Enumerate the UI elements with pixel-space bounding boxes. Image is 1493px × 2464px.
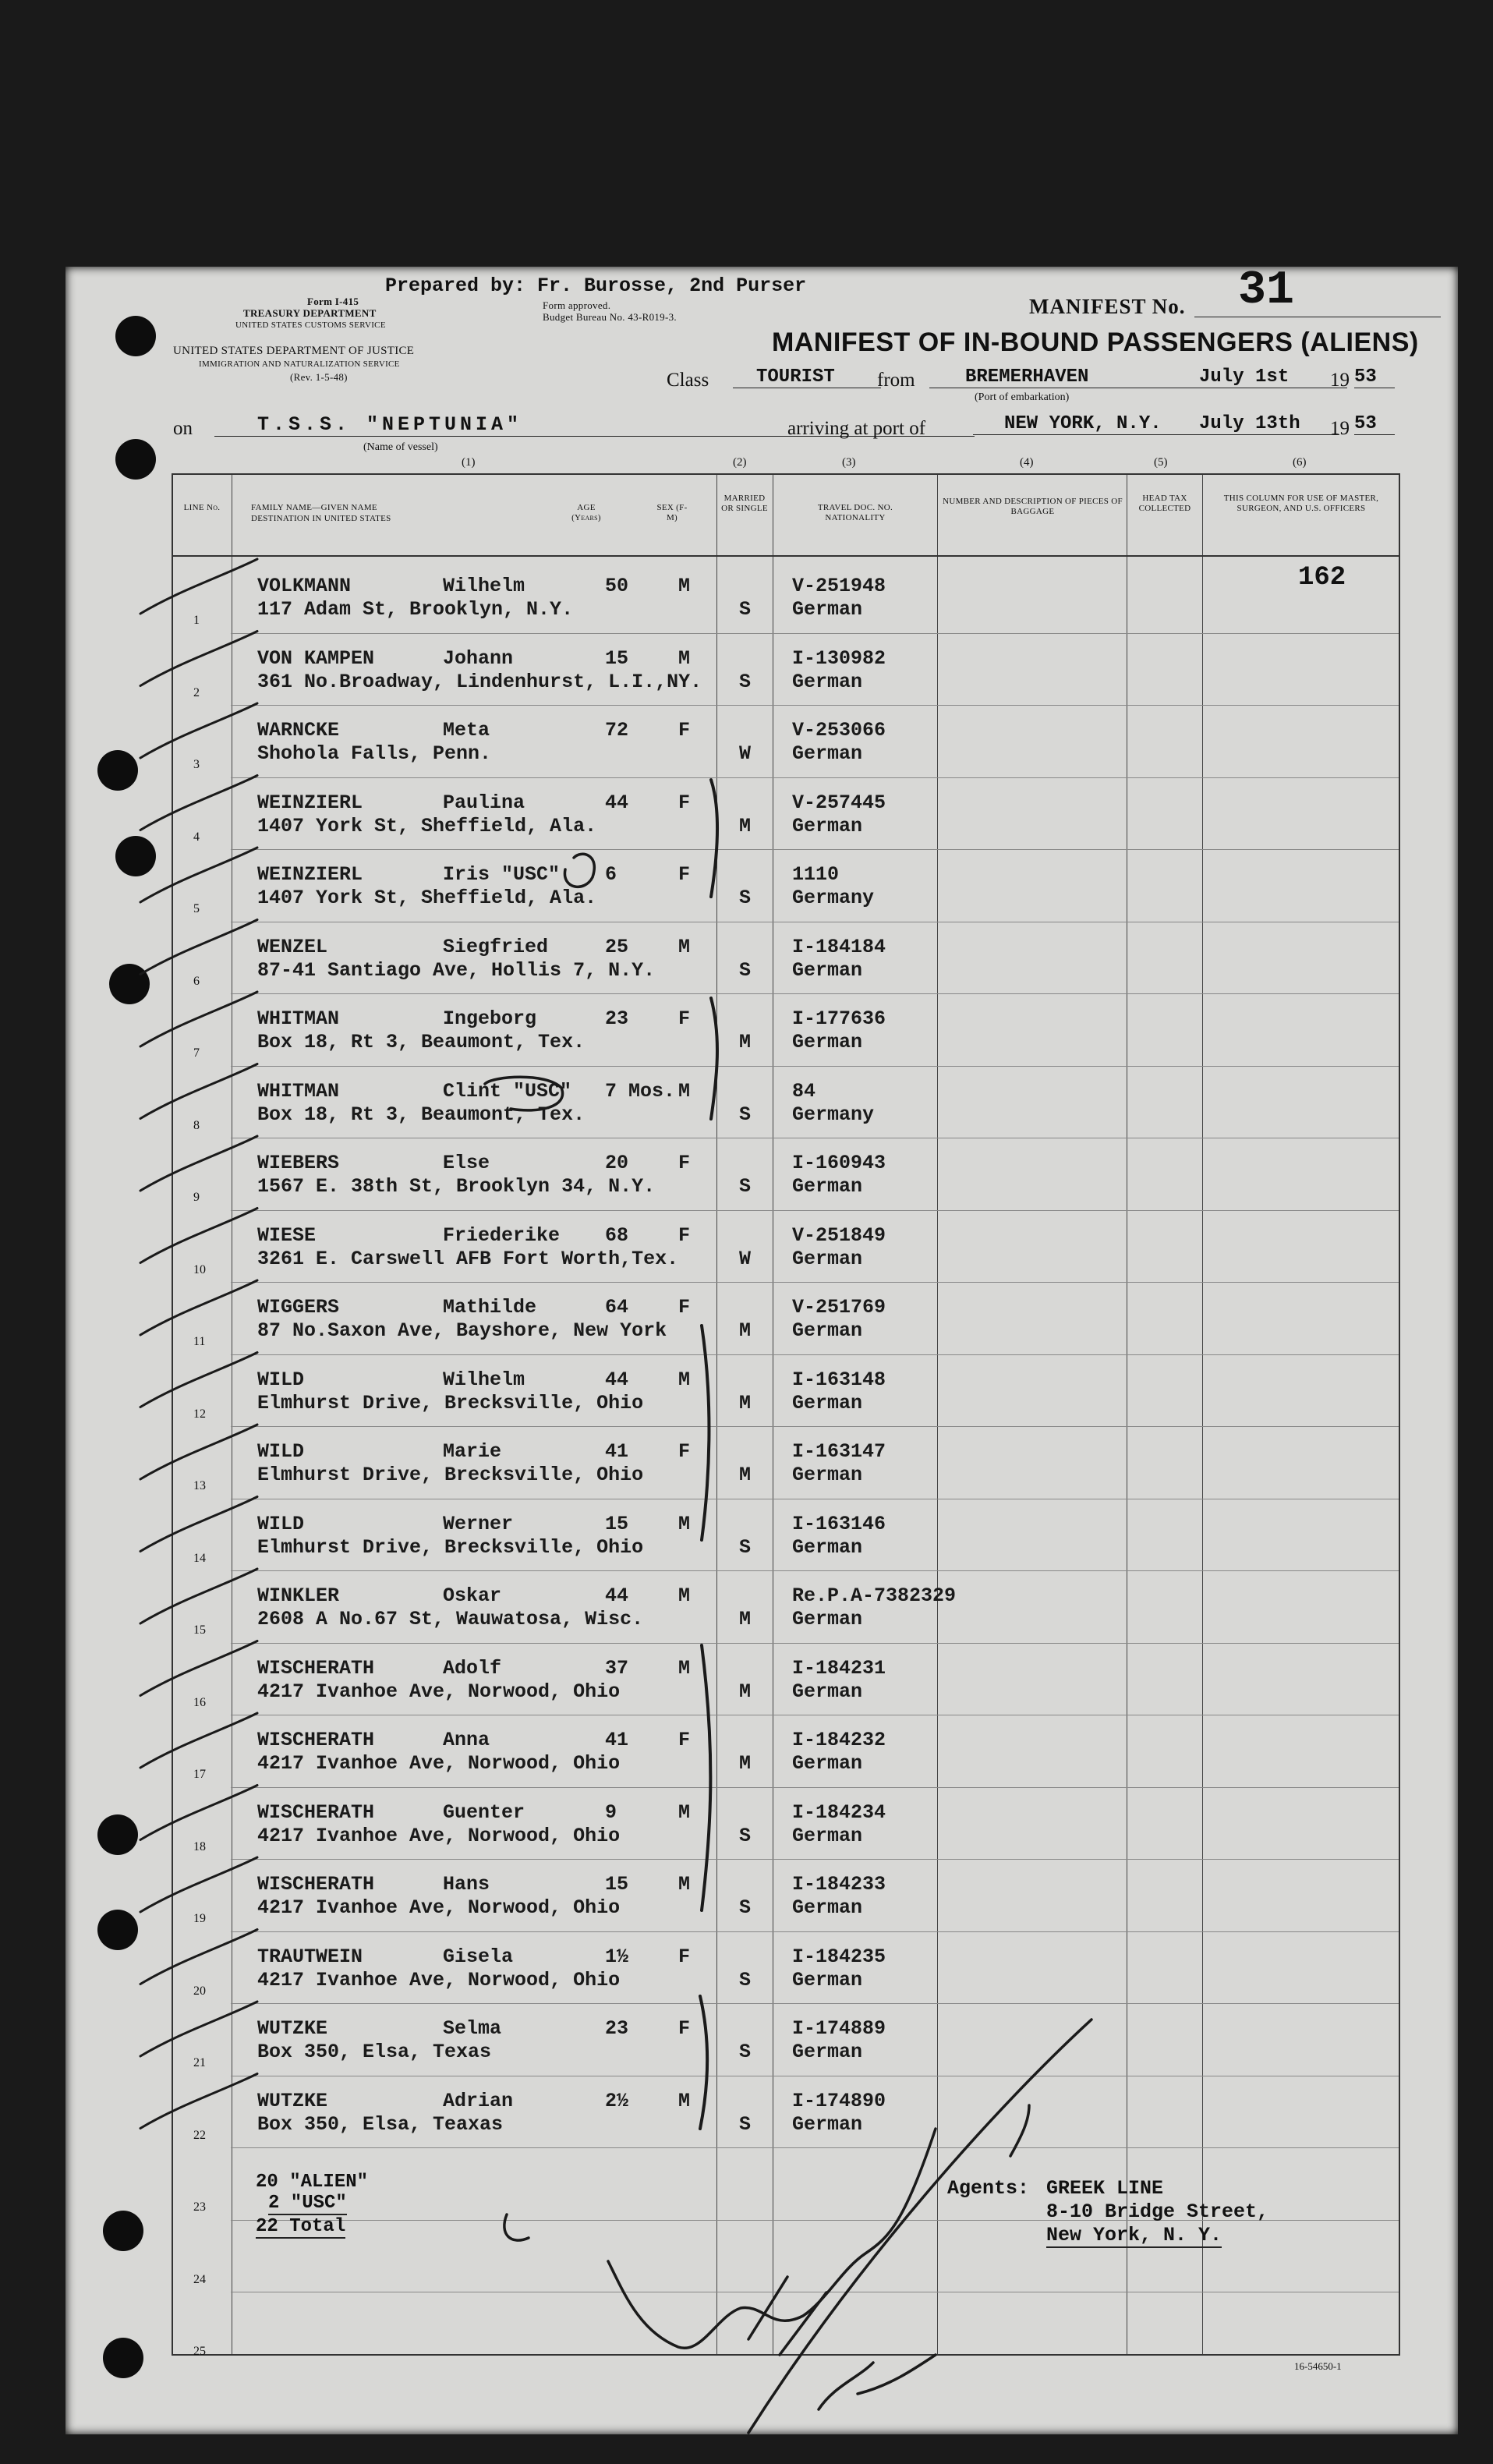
passenger-given-name: Gisela: [443, 1945, 514, 1968]
passenger-address: 3261 E. Carswell AFB Fort Worth,Tex.: [257, 1247, 679, 1270]
vessel-caption: (Name of vessel): [363, 441, 438, 453]
arrival-date: July 13th: [1177, 413, 1339, 435]
passenger-marital-status: M: [739, 1464, 752, 1486]
line-number: 25: [193, 2345, 206, 2358]
total-alien: 20 "ALIEN": [256, 2172, 369, 2193]
row-divider: [231, 1643, 1399, 1644]
passenger-family-name: WIESE: [257, 1223, 317, 1247]
passenger-given-name: Hans: [443, 1873, 490, 1896]
passenger-marital-status: S: [739, 2041, 752, 2063]
arrival-year-prefix: 19: [1330, 418, 1350, 439]
passenger-sex: M: [678, 1512, 691, 1535]
passenger-marital-status: S: [739, 598, 752, 621]
passenger-address: 87 No.Saxon Ave, Bayshore, New York: [257, 1319, 667, 1342]
passenger-given-name: Selma: [443, 2017, 502, 2040]
passenger-address: 4217 Ivanhoe Ave, Norwood, Ohio: [257, 1752, 621, 1775]
passenger-address: 4217 Ivanhoe Ave, Norwood, Ohio: [257, 1824, 621, 1847]
col-num-4: (4): [1020, 456, 1034, 469]
passenger-sex: M: [678, 1656, 691, 1680]
passenger-sex: M: [678, 1800, 691, 1824]
col-header-head-tax: HEAD TAX COLLECTED: [1138, 494, 1191, 513]
passenger-given-name: Friederike: [443, 1223, 561, 1247]
arrival-port: NEW YORK, N.Y.: [973, 413, 1191, 435]
passenger-family-name: WILD: [257, 1368, 305, 1391]
col-header-sex: SEX (F-M): [656, 503, 688, 522]
passenger-age: 72: [605, 719, 629, 742]
passenger-age: 64: [605, 1296, 629, 1319]
line-number: 21: [193, 2056, 206, 2069]
passenger-family-name: WISCHERATH: [257, 1656, 375, 1680]
passenger-given-name: Wilhelm: [443, 575, 525, 597]
passenger-marital-status: S: [739, 1535, 752, 1559]
line-number: 18: [193, 1839, 206, 1853]
passenger-marital-status: W: [739, 742, 752, 765]
passenger-address: 1567 E. 38th St, Brooklyn 34, N.Y.: [257, 1175, 656, 1198]
passenger-family-name: WHITMAN: [257, 1007, 340, 1030]
treasury-label: TREASURY DEPARTMENT: [243, 307, 377, 319]
prepared-by: Prepared by: Fr. Burosse, 2nd Purser: [385, 274, 807, 297]
passenger-travel-doc: V-251849: [792, 1223, 886, 1247]
passenger-address: Box 18, Rt 3, Beaumont, Tex.: [257, 1103, 586, 1126]
passenger-given-name: Iris "USC": [443, 863, 561, 886]
col-num-1: (1): [462, 456, 476, 469]
passenger-address: 1407 York St, Sheffield, Ala.: [257, 887, 597, 909]
passenger-address: Elmhurst Drive, Brecksville, Ohio: [257, 1391, 644, 1414]
agents-label: Agents:: [947, 2177, 1030, 2200]
passenger-nationality: German: [792, 1175, 863, 1198]
arrival-year: 53: [1354, 413, 1395, 435]
form-code: 16-54650-1: [1294, 2360, 1342, 2372]
passenger-nationality: German: [792, 1608, 863, 1630]
col-header-officers: THIS COLUMN FOR USE OF MASTER, SURGEON, AND U.S. OFFICERS: [1223, 494, 1379, 513]
passenger-travel-doc: I-174889: [792, 2017, 886, 2040]
passenger-nationality: German: [792, 598, 863, 621]
manifest-number: 31: [1194, 265, 1441, 317]
punch-hole: [97, 1814, 138, 1855]
punch-hole: [97, 1910, 138, 1950]
col-header-married: MARRIED OR SINGLE: [721, 494, 768, 513]
passenger-given-name: Johann: [443, 646, 514, 670]
passenger-nationality: German: [792, 1896, 863, 1919]
total-usc: 2 "USC": [268, 2193, 347, 2214]
col-header-line-no: LINE No.: [183, 503, 221, 512]
passenger-sex: M: [678, 1873, 691, 1896]
port-embarkation-caption: (Port of embarkation): [975, 391, 1070, 403]
passenger-travel-doc: I-160943: [792, 1152, 886, 1174]
passenger-travel-doc: I-130982: [792, 646, 886, 670]
row-divider: [231, 1354, 1399, 1355]
arriving-label: arriving at port of: [787, 418, 926, 439]
passenger-travel-doc: V-253066: [792, 719, 886, 742]
col-header-destination: DESTINATION IN UNITED STATES: [251, 514, 391, 523]
passenger-sex: M: [678, 1368, 691, 1391]
passenger-family-name: WHITMAN: [257, 1079, 340, 1103]
passenger-nationality: German: [792, 2112, 863, 2136]
passenger-family-name: WUTZKE: [257, 2089, 328, 2112]
passenger-marital-status: S: [739, 958, 752, 982]
ins-label: IMMIGRATION AND NATURALIZATION SERVICE: [199, 359, 400, 369]
passenger-given-name: Clint "USC": [443, 1079, 572, 1103]
col-header-baggage: NUMBER AND DESCRIPTION OF PIECES OF BAGGAGE: [943, 497, 1123, 516]
row-divider: [231, 1570, 1399, 1571]
passenger-address: Elmhurst Drive, Brecksville, Ohio: [257, 1464, 644, 1486]
passenger-travel-doc: I-177636: [792, 1007, 886, 1030]
passenger-given-name: Adolf: [443, 1656, 502, 1680]
passenger-address: 2608 A No.67 St, Wauwatosa, Wisc.: [257, 1608, 644, 1630]
passenger-given-name: Guenter: [443, 1800, 525, 1824]
passenger-given-name: Ingeborg: [443, 1007, 537, 1030]
passenger-sex: M: [678, 1584, 691, 1607]
row-divider: [231, 993, 1399, 994]
passenger-given-name: Anna: [443, 1729, 490, 1751]
passenger-travel-doc: I-184231: [792, 1656, 886, 1680]
passenger-age: 41: [605, 1729, 629, 1751]
passenger-given-name: Wilhelm: [443, 1368, 525, 1391]
row-divider: [231, 1787, 1399, 1788]
passenger-travel-doc: V-257445: [792, 791, 886, 814]
line-number: 12: [193, 1407, 206, 1421]
line-number: 6: [193, 974, 200, 988]
col-num-5: (5): [1154, 456, 1168, 469]
passenger-address: 361 No.Broadway, Lindenhurst, L.I.,NY.: [257, 670, 702, 693]
row-divider: [231, 633, 1399, 634]
passenger-nationality: German: [792, 2041, 863, 2063]
line-number: 10: [193, 1262, 206, 1276]
passenger-marital-status: M: [739, 1391, 752, 1414]
passenger-family-name: WIGGERS: [257, 1296, 340, 1319]
line-number: 8: [193, 1118, 200, 1132]
passenger-sex: F: [678, 1223, 691, 1247]
passenger-marital-status: M: [739, 1608, 752, 1630]
from-label: from: [877, 370, 915, 391]
passenger-address: 4217 Ivanhoe Ave, Norwood, Ohio: [257, 1680, 621, 1703]
line-number: 14: [193, 1551, 206, 1565]
passenger-age: 44: [605, 1368, 629, 1391]
line-number: 19: [193, 1912, 206, 1925]
agents-address-1: 8-10 Bridge Street,: [1046, 2200, 1269, 2223]
depart-year-prefix: 19: [1330, 370, 1350, 391]
passenger-sex: F: [678, 2017, 691, 2040]
passenger-family-name: WILD: [257, 1440, 305, 1463]
passenger-age: 7 Mos.: [605, 1079, 676, 1103]
passenger-travel-doc: Re.P.A-7382329: [792, 1584, 957, 1607]
col-header-age: AGE (Years): [571, 503, 601, 522]
line-number: 1: [193, 614, 200, 627]
passenger-family-name: WILD: [257, 1512, 305, 1535]
passenger-nationality: German: [792, 1535, 863, 1559]
passenger-nationality: German: [792, 1391, 863, 1414]
passenger-nationality: German: [792, 1824, 863, 1847]
rev-label: (Rev. 1-5-48): [290, 371, 348, 383]
passenger-sex: M: [678, 935, 691, 958]
line-number: 16: [193, 1695, 206, 1709]
passenger-family-name: WISCHERATH: [257, 1800, 375, 1824]
passenger-family-name: WEINZIERL: [257, 863, 363, 886]
col-header-travel-doc: TRAVEL DOC. NO. NATIONALITY: [817, 503, 893, 522]
row-divider: [231, 2003, 1399, 2004]
passenger-family-name: TRAUTWEIN: [257, 1945, 363, 1968]
passenger-nationality: German: [792, 1031, 863, 1053]
agents-address-2: New York, N. Y.: [1046, 2224, 1222, 2246]
passenger-age: 9: [605, 1800, 617, 1824]
passenger-travel-doc: I-184184: [792, 935, 886, 958]
manifest-title: MANIFEST OF IN-BOUND PASSENGERS (ALIENS): [772, 327, 1419, 357]
passenger-age: 2½: [605, 2089, 629, 2112]
row-divider: [231, 777, 1399, 778]
line-number: 5: [193, 902, 200, 915]
row-divider: [231, 1066, 1399, 1067]
passenger-sex: F: [678, 719, 691, 742]
passenger-address: Elmhurst Drive, Brecksville, Ohio: [257, 1535, 644, 1559]
passenger-nationality: German: [792, 1464, 863, 1486]
row-divider: [231, 1859, 1399, 1860]
passenger-address: 87-41 Santiago Ave, Hollis 7, N.Y.: [257, 958, 656, 982]
passenger-family-name: WARNCKE: [257, 719, 340, 742]
passenger-age: 44: [605, 791, 629, 814]
passenger-sex: M: [678, 646, 691, 670]
punch-hole: [115, 316, 156, 356]
passenger-age: 68: [605, 1223, 629, 1247]
passenger-address: Box 18, Rt 3, Beaumont, Tex.: [257, 1031, 586, 1053]
passenger-travel-doc: I-184234: [792, 1800, 886, 1824]
row-divider: [231, 1426, 1399, 1427]
on-label: on: [173, 418, 193, 439]
passenger-sex: F: [678, 863, 691, 886]
passenger-sex: F: [678, 791, 691, 814]
passenger-given-name: Adrian: [443, 2089, 514, 2112]
passenger-marital-status: M: [739, 1031, 752, 1053]
passenger-address: Box 350, Elsa, Texas: [257, 2041, 492, 2063]
line-number: 9: [193, 1191, 200, 1204]
passenger-marital-status: M: [739, 1680, 752, 1703]
passenger-age: 15: [605, 1873, 629, 1896]
passenger-travel-doc: I-163146: [792, 1512, 886, 1535]
punch-hole: [115, 836, 156, 876]
passenger-address: Shohola Falls, Penn.: [257, 742, 492, 765]
passenger-address: Box 350, Elsa, Teaxas: [257, 2112, 504, 2136]
passenger-sex: F: [678, 1152, 691, 1174]
passenger-age: 15: [605, 1512, 629, 1535]
passenger-given-name: Mathilde: [443, 1296, 537, 1319]
manifest-label: MANIFEST No.: [1029, 295, 1186, 318]
passenger-sex: F: [678, 1945, 691, 1968]
vessel-name: T.S.S. "NEPTUNIA": [214, 413, 975, 437]
col-num-6: (6): [1293, 456, 1307, 469]
passenger-marital-status: S: [739, 670, 752, 693]
passenger-travel-doc: I-163147: [792, 1440, 886, 1463]
departure-date: July 1st: [1169, 366, 1347, 388]
from-value: BREMERHAVEN: [929, 366, 1191, 388]
line-number: 15: [193, 1623, 206, 1637]
passenger-travel-doc: V-251769: [792, 1296, 886, 1319]
passenger-travel-doc: 1110: [792, 863, 840, 886]
col-num-2: (2): [733, 456, 747, 469]
passenger-nationality: Germany: [792, 1103, 875, 1126]
passenger-family-name: WEINZIERL: [257, 791, 363, 814]
passenger-sex: F: [678, 1007, 691, 1030]
passenger-nationality: German: [792, 1680, 863, 1703]
passenger-travel-doc: V-251948: [792, 575, 886, 597]
passenger-sex: F: [678, 1440, 691, 1463]
passenger-sex: M: [678, 575, 691, 597]
line-number: 7: [193, 1046, 200, 1060]
row-divider: [231, 1931, 1399, 1932]
row-divider: [231, 2147, 1399, 2148]
doj-label: UNITED STATES DEPARTMENT OF JUSTICE: [173, 345, 415, 357]
passenger-age: 20: [605, 1152, 629, 1174]
passenger-family-name: VOLKMANN: [257, 575, 352, 597]
passenger-family-name: WINKLER: [257, 1584, 340, 1607]
passenger-nationality: German: [792, 958, 863, 982]
passenger-age: 15: [605, 646, 629, 670]
passenger-travel-doc: I-184232: [792, 1729, 886, 1751]
departure-year: 53: [1354, 366, 1395, 388]
row-divider: [231, 849, 1399, 850]
passenger-address: 4217 Ivanhoe Ave, Norwood, Ohio: [257, 1968, 621, 1991]
passenger-marital-status: S: [739, 1824, 752, 1847]
class-value: TOURIST: [733, 366, 881, 388]
line-number: 23: [193, 2200, 206, 2214]
row-divider: [231, 1282, 1399, 1283]
col-num-3: (3): [842, 456, 856, 469]
form-approved: Form approved.: [543, 299, 611, 311]
passenger-marital-status: M: [739, 814, 752, 837]
passenger-given-name: Meta: [443, 719, 490, 742]
passenger-given-name: Paulina: [443, 791, 525, 814]
passenger-nationality: German: [792, 1752, 863, 1775]
passenger-travel-doc: I-163148: [792, 1368, 886, 1391]
passenger-travel-doc: 84: [792, 1079, 816, 1103]
passenger-sex: F: [678, 1729, 691, 1751]
passenger-address: 4217 Ivanhoe Ave, Norwood, Ohio: [257, 1896, 621, 1919]
passenger-age: 41: [605, 1440, 629, 1463]
passenger-marital-status: S: [739, 1896, 752, 1919]
line-number: 20: [193, 1984, 206, 1998]
passenger-travel-doc: I-184233: [792, 1873, 886, 1896]
row-divider: [231, 705, 1399, 706]
passenger-nationality: German: [792, 1319, 863, 1342]
line-number: 2: [193, 685, 200, 699]
passenger-nationality: German: [792, 670, 863, 693]
passenger-nationality: German: [792, 742, 863, 765]
passenger-marital-status: S: [739, 887, 752, 909]
line-number: 4: [193, 830, 200, 844]
passenger-age: 44: [605, 1584, 629, 1607]
line-number: 11: [193, 1335, 206, 1348]
passenger-given-name: Else: [443, 1152, 490, 1174]
punch-hole: [103, 2338, 143, 2378]
passenger-marital-status: M: [739, 1752, 752, 1775]
passenger-travel-doc: I-174890: [792, 2089, 886, 2112]
passenger-family-name: WUTZKE: [257, 2017, 328, 2040]
line-number: 13: [193, 1479, 206, 1492]
punch-hole: [115, 439, 156, 480]
passenger-address: 117 Adam St, Brooklyn, N.Y.: [257, 598, 574, 621]
total-count: 22 Total: [256, 2216, 346, 2237]
passenger-sex: M: [678, 2089, 691, 2112]
class-label: Class: [667, 370, 709, 391]
passenger-travel-doc: I-184235: [792, 1945, 886, 1968]
passenger-sex: M: [678, 1079, 691, 1103]
passenger-nationality: German: [792, 1247, 863, 1270]
passenger-given-name: Marie: [443, 1440, 502, 1463]
passenger-marital-status: W: [739, 1247, 752, 1270]
passenger-marital-status: S: [739, 1968, 752, 1991]
punch-hole: [103, 2211, 143, 2251]
passenger-age: 23: [605, 1007, 629, 1030]
passenger-family-name: WENZEL: [257, 935, 328, 958]
passenger-age: 50: [605, 575, 629, 597]
col-header-name: FAMILY NAME—GIVEN NAME: [251, 503, 377, 512]
line-number: 24: [193, 2272, 206, 2286]
budget-bureau: Budget Bureau No. 43-R019-3.: [543, 311, 677, 323]
customs-label: UNITED STATES CUSTOMS SERVICE: [235, 320, 386, 330]
passenger-age: 23: [605, 2017, 629, 2040]
punch-hole: [97, 750, 138, 791]
line-number: 22: [193, 2128, 206, 2142]
punch-hole: [109, 964, 150, 1004]
passenger-given-name: Siegfried: [443, 935, 549, 958]
passenger-marital-status: S: [739, 1103, 752, 1126]
passenger-marital-status: S: [739, 1175, 752, 1198]
passenger-nationality: German: [792, 814, 863, 837]
passenger-age: 6: [605, 863, 617, 886]
form-number: Form I-415: [307, 296, 359, 307]
passenger-marital-status: M: [739, 1319, 752, 1342]
row-divider: [231, 1210, 1399, 1211]
passenger-sex: F: [678, 1296, 691, 1319]
passenger-family-name: WISCHERATH: [257, 1873, 375, 1896]
passenger-family-name: WISCHERATH: [257, 1729, 375, 1751]
passenger-nationality: German: [792, 1968, 863, 1991]
passenger-given-name: Werner: [443, 1512, 514, 1535]
passenger-age: 25: [605, 935, 629, 958]
passenger-nationality: Germany: [792, 887, 875, 909]
passenger-age: 37: [605, 1656, 629, 1680]
passenger-given-name: Oskar: [443, 1584, 502, 1607]
agents-name: GREEK LINE: [1046, 2177, 1164, 2200]
officer-note: 162: [1298, 563, 1346, 593]
passenger-family-name: WIEBERS: [257, 1152, 340, 1174]
passenger-address: 1407 York St, Sheffield, Ala.: [257, 814, 597, 837]
passenger-marital-status: S: [739, 2112, 752, 2136]
passenger-family-name: VON KAMPEN: [257, 646, 375, 670]
line-number: 3: [193, 758, 200, 771]
passenger-age: 1½: [605, 1945, 629, 1968]
line-number: 17: [193, 1768, 206, 1781]
